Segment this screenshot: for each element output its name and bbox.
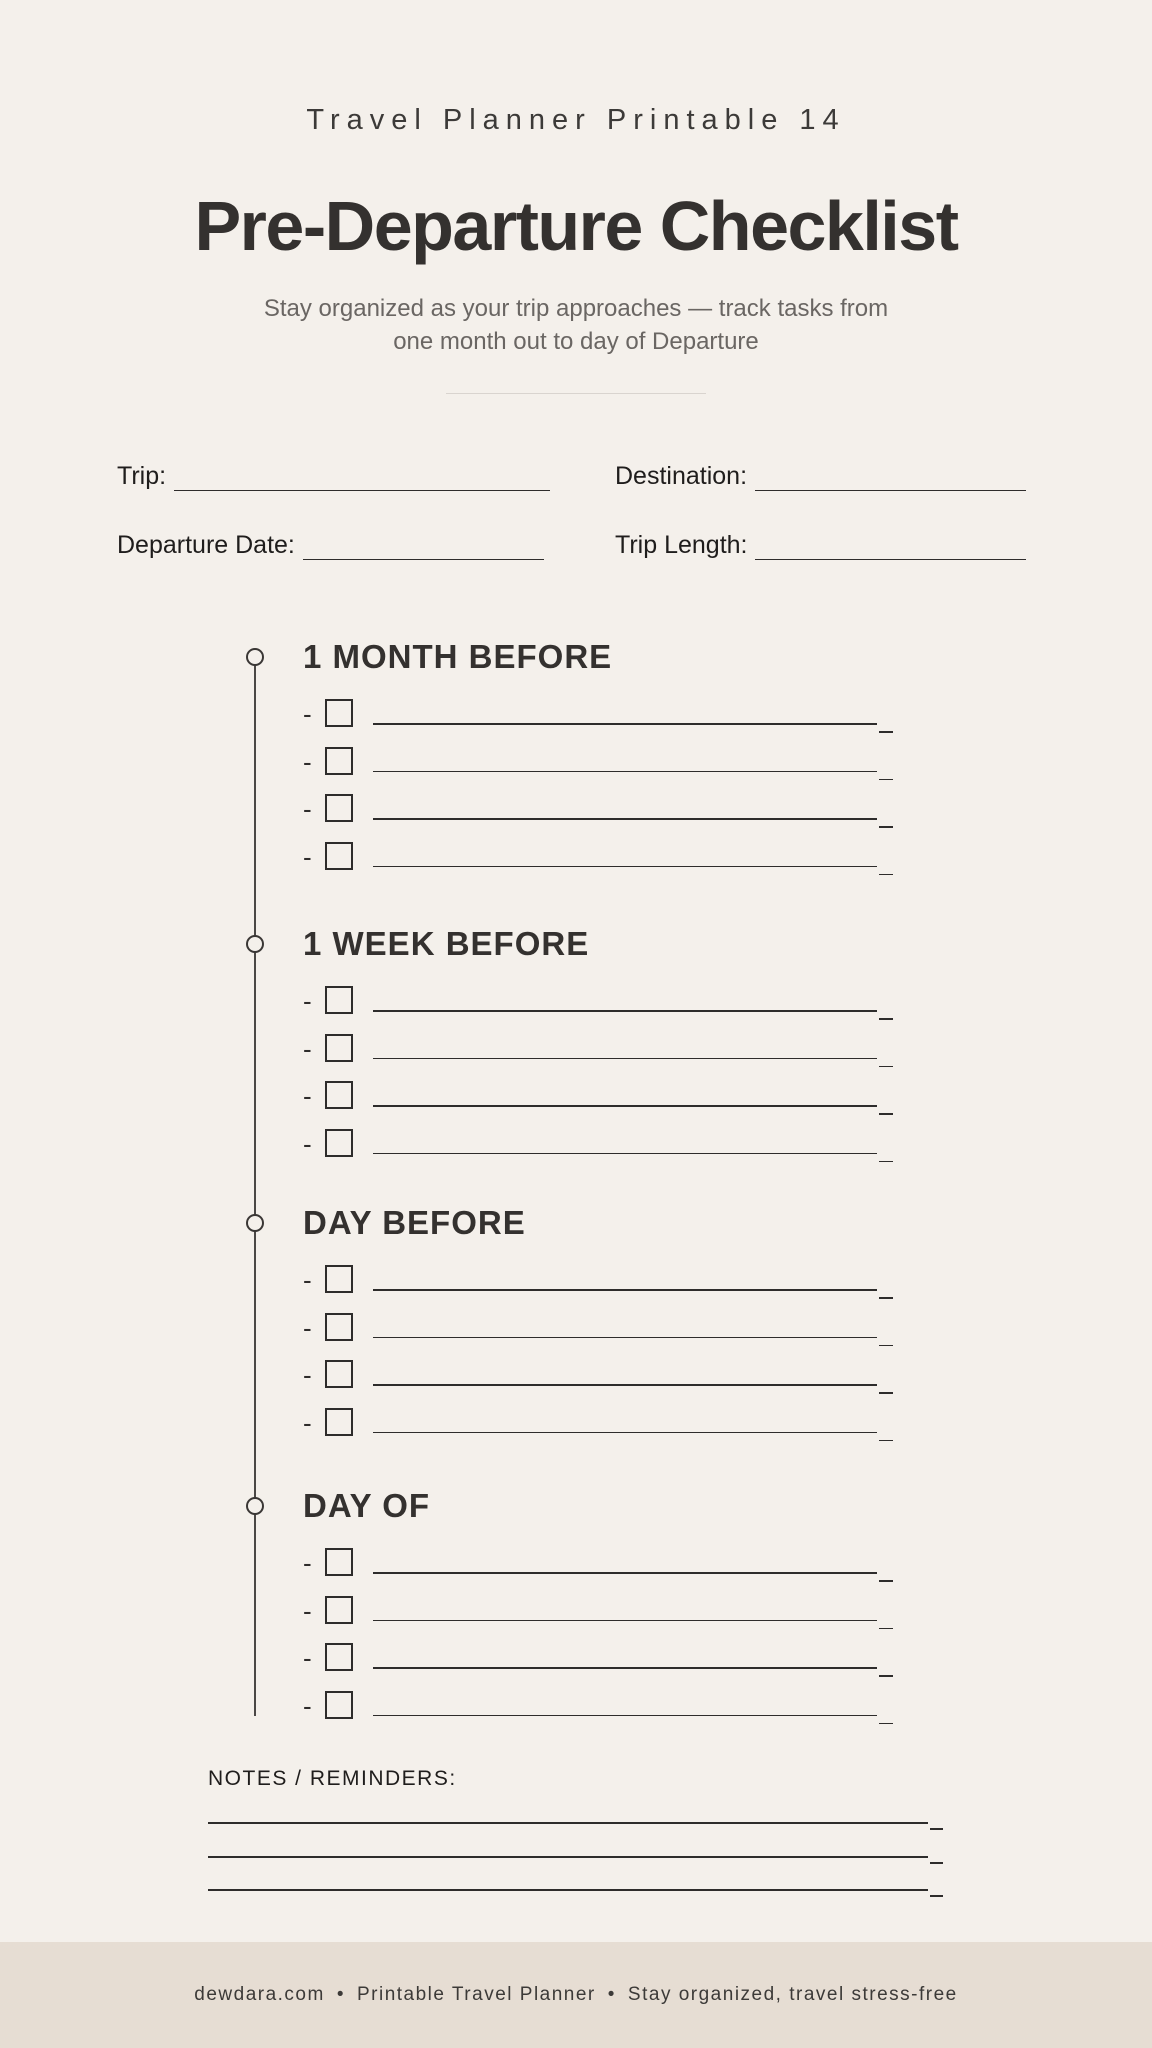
subtitle-line-2: one month out to day of Departure [393,328,759,355]
footer-separator: • [607,1984,616,2005]
page-title: Pre-Departure Checklist [194,187,958,265]
write-line[interactable] [373,1153,877,1155]
checkbox[interactable] [325,1313,353,1341]
write-line[interactable] [373,1058,877,1060]
line-tail [879,1392,893,1394]
bullet-dash: - [303,1128,312,1159]
bullet-dash: - [303,1690,312,1721]
destination-label: Destination: [615,462,748,490]
trip-label: Trip: [117,462,167,490]
bullet-dash: - [303,1407,312,1438]
departure-date-input-line[interactable] [303,538,544,560]
trip-length-input-line[interactable] [755,538,1026,560]
checklist-item [303,1546,903,1594]
bullet-dash: - [303,1265,312,1295]
checklist-item [303,840,903,888]
line-tail [879,826,893,828]
checkbox[interactable] [325,1129,353,1157]
trip-field[interactable] [117,462,550,491]
checkbox[interactable] [325,1034,353,1062]
footer-site: dewdara.com [194,1984,325,2005]
bullet-dash: - [303,1548,312,1578]
checklist-item [303,1032,903,1080]
section-1-week-before [303,924,903,1174]
timeline-node-week [246,935,264,953]
checklist-item [303,1406,903,1454]
bullet-dash: - [303,1081,312,1111]
checklist-item [303,984,903,1032]
checkbox[interactable] [325,699,353,727]
line-tail [879,1723,893,1725]
checklist-item [303,792,903,840]
line-tail [879,1066,893,1068]
line-tail [879,1628,893,1630]
bullet-dash: - [303,1312,312,1343]
trip-length-label: Trip Length: [615,531,748,559]
write-line[interactable] [373,723,877,725]
write-line[interactable] [373,1384,877,1386]
bullet-dash: - [303,1360,312,1390]
checkbox[interactable] [325,1548,353,1576]
checkbox[interactable] [325,794,353,822]
destination-field[interactable] [615,462,1026,491]
timeline-node-day-before [246,1214,264,1232]
write-line[interactable] [373,1010,877,1012]
footer-product: Printable Travel Planner [356,1984,596,2005]
checklist-item [303,1641,903,1689]
notes-label: NOTES / REMINDERS: [208,1767,457,1790]
subtitle-line-1: Stay organized as your trip approaches — track tasks from [263,295,889,322]
bullet-dash: - [303,841,312,872]
notes-line-tail [930,1895,943,1897]
departure-date-field[interactable] [117,531,544,560]
planner-eyebrow: Travel Planner Printable 14 [306,104,846,136]
notes-line-tail [930,1862,943,1864]
timeline-line [254,658,256,1716]
line-tail [879,1345,893,1347]
line-tail [879,1675,893,1677]
write-line[interactable] [373,1289,877,1291]
write-line[interactable] [373,1715,877,1717]
write-line[interactable] [373,1667,877,1669]
destination-input-line[interactable] [755,469,1026,491]
bullet-dash: - [303,1643,312,1673]
checkbox[interactable] [325,1643,353,1671]
checkbox[interactable] [325,747,353,775]
write-line[interactable] [373,818,877,820]
footer-tagline: Stay organized, travel stress-free [627,1984,958,2005]
write-line[interactable] [373,1105,877,1107]
checkbox[interactable] [325,986,353,1014]
notes-line-tail [930,1828,943,1830]
checklist-item [303,697,903,745]
notes-line[interactable] [208,1822,928,1824]
line-tail [879,1297,893,1299]
trip-input-line[interactable] [174,469,550,491]
checkbox[interactable] [325,1265,353,1293]
checklist-item [303,1263,903,1311]
checklist-item [303,1358,903,1406]
section-title: 1 MONTH BEFORE [303,638,613,675]
line-tail [879,874,893,876]
write-line[interactable] [373,866,877,868]
line-tail [879,1161,893,1163]
checkbox[interactable] [325,842,353,870]
bullet-dash: - [303,746,312,777]
line-tail [879,779,893,781]
checklist-item [303,1689,903,1737]
line-tail [879,1113,893,1115]
checklist-item [303,1127,903,1175]
checkbox[interactable] [325,1408,353,1436]
write-line[interactable] [373,771,877,773]
bullet-dash: - [303,986,312,1016]
checkbox[interactable] [325,1081,353,1109]
section-day-of [303,1486,903,1736]
checklist-item [303,1079,903,1127]
line-tail [879,731,893,733]
write-line[interactable] [373,1337,877,1339]
timeline-node-month [246,648,264,666]
write-line[interactable] [373,1432,877,1434]
notes-line[interactable] [208,1889,928,1891]
bullet-dash: - [303,1033,312,1064]
checklist-item [303,1594,903,1642]
footer-separator: • [336,1984,345,2005]
line-tail [879,1580,893,1582]
header-divider [446,393,706,394]
section-1-month-before [303,637,903,887]
section-title: 1 WEEK BEFORE [303,925,590,962]
section-title: DAY OF [303,1487,431,1524]
departure-date-label: Departure Date: [117,531,295,559]
bullet-dash: - [303,699,312,729]
checkbox[interactable] [325,1360,353,1388]
checkbox[interactable] [325,1596,353,1624]
section-day-before [303,1203,903,1453]
checkbox[interactable] [325,1691,353,1719]
write-line[interactable] [373,1620,877,1622]
footer-band [0,1942,1152,2048]
page-subtitle [226,292,926,358]
section-title: DAY BEFORE [303,1204,526,1241]
checklist-item [303,745,903,793]
timeline-node-day-of [246,1497,264,1515]
line-tail [879,1440,893,1442]
line-tail [879,1018,893,1020]
notes-line[interactable] [208,1856,928,1858]
write-line[interactable] [373,1572,877,1574]
bullet-dash: - [303,1595,312,1626]
checklist-item [303,1311,903,1359]
trip-length-field[interactable] [615,531,1026,560]
bullet-dash: - [303,794,312,824]
